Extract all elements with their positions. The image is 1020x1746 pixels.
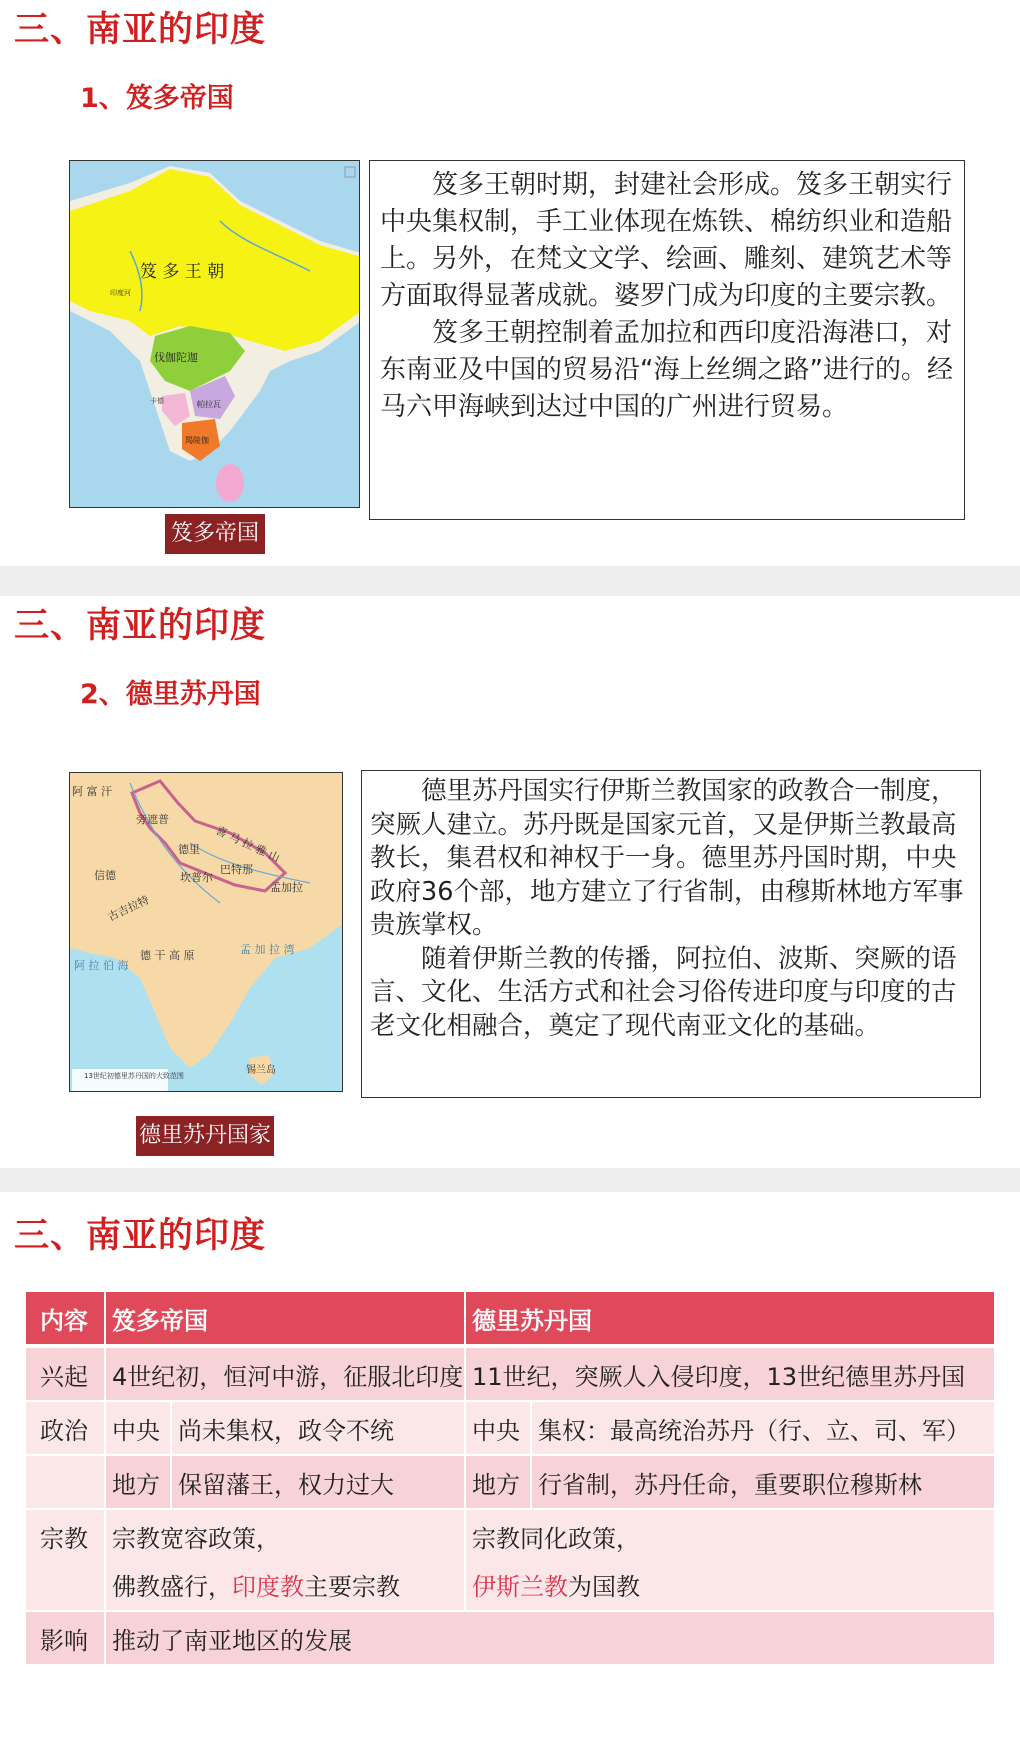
- rise-delhi: 11世纪，突厥人入侵印度，13世纪德里苏丹国: [472, 1362, 966, 1391]
- delhi-label-legend: 13世纪初德里苏丹国的大致范围: [84, 1072, 184, 1080]
- delhi-central-label: 中央: [472, 1416, 520, 1445]
- table-header-row: [26, 1292, 994, 1344]
- subtitle-delhi: 2、德里苏丹国: [80, 679, 261, 710]
- header-delhi: 德里苏丹国: [472, 1306, 592, 1335]
- map-label-small4: 卡德: [150, 397, 164, 405]
- religion-gupta-line2: 佛教盛行， 印度教 主要宗教: [112, 1558, 400, 1610]
- slide-delhi: [0, 596, 1020, 1168]
- delhi-local: 行省制，苏丹任命，重要职位穆斯林: [538, 1470, 922, 1499]
- delhi-label-delhi: 德里: [178, 843, 200, 856]
- gupta-map-image: [70, 161, 360, 508]
- delhi-label-gujarat: 古吉拉特: [105, 893, 152, 924]
- gupta-map: [69, 160, 360, 508]
- delhi-label-ceylon: 锡兰岛: [246, 1065, 276, 1076]
- gupta-paragraph-1: 笈多王朝时期，封建社会形成。笈多王朝实行中央集权制，手工业体现在炼铁、棉纺织业和造船上。另外，在梵文文学、绘画、雕刻、建筑艺术等方面取得显著成就。婆罗门成为印度的主要宗教。: [380, 170, 953, 311]
- religion-delhi-line2: 伊斯兰教 为国教: [472, 1558, 640, 1610]
- delhi-paragraph-2: 随着伊斯兰教的传播，阿拉伯、波斯、突厥的语言、文化、生活方式和社会习俗传进印度与印度的古老文化相融合，奠定了现代南亚文化的基础。: [370, 943, 957, 1041]
- delhi-label-kannauj: 坎普尔: [180, 871, 213, 884]
- delhi-local-label: 地方: [472, 1470, 520, 1499]
- delhi-label-himalaya: 喜 马 拉 雅 山: [213, 823, 282, 865]
- delhi-label-afghan: 阿 富 汗: [72, 785, 112, 798]
- religion-gupta-line1: 宗教宽容政策，: [112, 1524, 280, 1553]
- map-label-main: 笈 多 王 朝: [140, 262, 225, 282]
- influence-text: 推动了南亚地区的发展: [112, 1626, 352, 1655]
- table-row-influence: [26, 1612, 994, 1664]
- row-label-influence: 影响: [40, 1626, 88, 1655]
- table-row-politics-local: [26, 1456, 994, 1508]
- section-title: 三、南亚的印度: [14, 1216, 267, 1256]
- header-content: 内容: [40, 1306, 88, 1335]
- gupta-textbox: [369, 160, 965, 520]
- table-row-politics-central: [26, 1402, 994, 1454]
- gupta-local: 保留藩王，权力过大: [178, 1470, 394, 1499]
- row-label-rise: 兴起: [40, 1362, 88, 1391]
- delhi-label-xindu: 信德: [94, 869, 116, 882]
- delhi-map: [69, 772, 343, 1092]
- header-gupta: 笈多帝国: [112, 1306, 208, 1335]
- delhi-label-punjab: 旁遮普: [136, 813, 169, 826]
- map-label-deccan: 伐伽陀迦: [154, 351, 198, 364]
- slide-divider: [0, 566, 1020, 596]
- map-label-small1: 帕拉瓦: [197, 400, 221, 409]
- religion-delhi-line1: 宗教同化政策，: [472, 1524, 640, 1553]
- delhi-label-bay: 孟 加 拉 湾: [240, 943, 295, 956]
- map-caption-gupta: 笈多帝国: [165, 514, 265, 554]
- rise-gupta: 4世纪初，恒河中游，征服北印度: [112, 1362, 464, 1391]
- delhi-label-arabian: 阿 拉 伯 海: [74, 959, 129, 972]
- table-row-religion: [26, 1510, 994, 1610]
- section-title: 三、南亚的印度: [14, 606, 267, 646]
- subtitle-gupta: 1、笈多帝国: [80, 83, 234, 114]
- row-label-religion: 宗教: [40, 1524, 88, 1553]
- delhi-paragraph-1: 德里苏丹国实行伊斯兰教国家的政教合一制度，突厥人建立。苏丹既是国家元首，又是伊斯兰教最高教长，集君权和神权于一身。德里苏丹国时期，中央政府36个部，地方建立了行省制，由穆斯林地方军事贵族掌权。: [370, 776, 964, 940]
- gupta-central-label: 中央: [112, 1416, 160, 1445]
- map-caption-delhi: 德里苏丹国家: [136, 1116, 274, 1156]
- slide-divider: [0, 1168, 1020, 1192]
- slide-gupta: [0, 0, 1020, 566]
- table-row-rise: [26, 1348, 994, 1400]
- delhi-label-bengal: 孟加拉: [270, 881, 303, 894]
- delhi-textbox: [361, 770, 981, 1098]
- section-title: 三、南亚的印度: [14, 10, 267, 50]
- map-label-small3: 印度河: [110, 289, 131, 297]
- delhi-map-image: [70, 773, 343, 1092]
- map-label-small2: 羯陵伽: [185, 436, 209, 445]
- delhi-label-deccan: 德 干 高 原: [140, 949, 195, 962]
- delhi-label-patna: 巴特那: [220, 863, 253, 876]
- gupta-paragraph-2: 笈多王朝控制着孟加拉和西印度沿海港口，对东南亚及中国的贸易沿“海上丝绸之路”进行的。经马六甲海峡到达过中国的广州进行贸易。: [380, 318, 953, 422]
- gupta-central: 尚未集权，政令不统: [178, 1416, 394, 1445]
- delhi-central: 集权：最高统治苏丹（行、立、司、军）: [538, 1416, 970, 1445]
- row-label-politics: 政治: [40, 1416, 88, 1445]
- islam-highlight: 伊斯兰教: [472, 1572, 568, 1601]
- hinduism-highlight: 印度教: [232, 1572, 304, 1601]
- gupta-local-label: 地方: [112, 1470, 160, 1499]
